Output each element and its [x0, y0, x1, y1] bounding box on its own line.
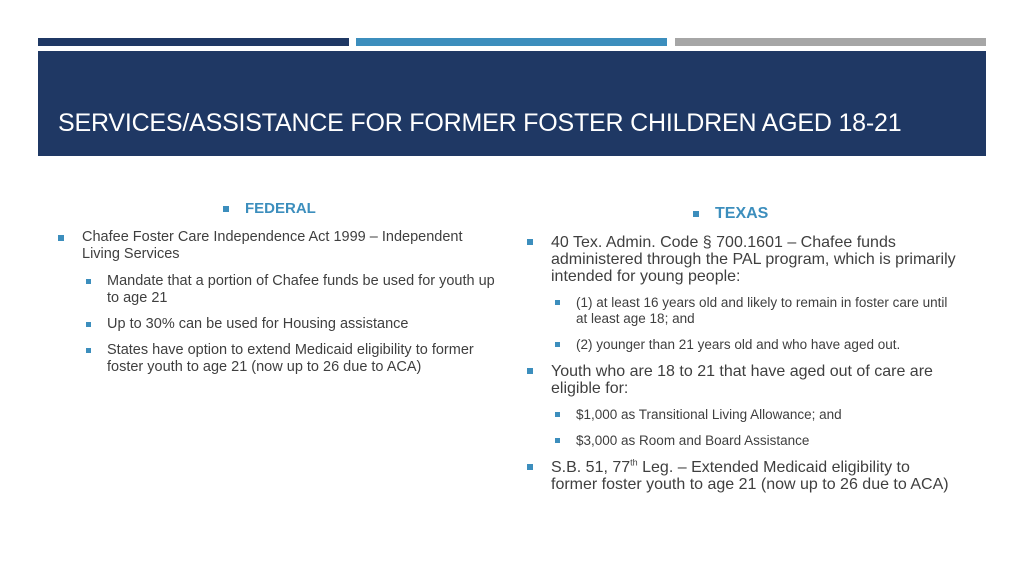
texas-item-text-sup: th	[630, 457, 638, 468]
federal-heading	[223, 200, 498, 217]
square-bullet-icon	[527, 368, 533, 374]
square-bullet-icon	[527, 239, 533, 245]
federal-subitem-text: Mandate that a portion of Chafee funds be used for youth up to age 21	[107, 273, 495, 306]
federal-subitem-text: Up to 30% can be used for Housing assistance	[107, 316, 409, 332]
texas-subitem	[555, 337, 957, 353]
federal-subitem	[86, 316, 498, 333]
texas-item	[527, 363, 957, 397]
square-bullet-icon	[86, 279, 91, 284]
square-bullet-icon	[86, 348, 91, 353]
federal-column	[58, 200, 498, 376]
texas-subitem	[555, 407, 957, 423]
federal-item	[58, 229, 498, 263]
square-bullet-icon	[58, 235, 64, 241]
federal-item-text: Chafee Foster Care Independence Act 1999 – Independent Living Services	[82, 229, 463, 262]
texas-item-text: 40 Tex. Admin. Code § 700.1601 – Chafee funds administered through the PAL program, which is primarily intended for young people:	[551, 234, 956, 285]
texas-subitem-text: $3,000 as Room and Board Assistance	[576, 433, 810, 448]
texas-item-text-prefix: S.B. 51, 77	[551, 459, 631, 476]
texas-subitem	[555, 433, 957, 449]
title-band	[38, 51, 986, 156]
texas-subitem-text: (2) younger than 21 years old and who have aged out.	[576, 337, 901, 352]
square-bullet-icon	[527, 464, 533, 470]
texas-subitem-text: (1) at least 16 years old and likely to remain in foster care until at least age 18; and	[576, 295, 948, 326]
square-bullet-icon	[86, 322, 91, 327]
square-bullet-icon	[555, 438, 560, 443]
square-bullet-icon	[555, 412, 560, 417]
texas-item-text-suffix: Leg. – Extended Medicaid eligibility to former foster youth to age 21 (now up to 26 due to ACA)	[551, 459, 949, 493]
texas-item	[527, 459, 957, 493]
texas-item-text	[551, 459, 957, 493]
texas-heading-label: TEXAS	[715, 205, 769, 222]
accent-bar-gray	[675, 38, 986, 46]
accent-bar-navy	[38, 38, 349, 46]
texas-subitem	[555, 295, 957, 327]
texas-item	[527, 234, 957, 285]
square-bullet-icon	[223, 206, 229, 212]
slide-title: SERVICES/ASSISTANCE FOR FORMER FOSTER CHILDREN AGED 18-21	[58, 109, 902, 137]
federal-subitem-text: States have option to extend Medicaid eligibility to former foster youth to age 21 (now up to 26 due to ACA)	[107, 342, 474, 375]
texas-subitem-text: $1,000 as Transitional Living Allowance; and	[576, 407, 842, 422]
accent-bar-blue	[356, 38, 667, 46]
square-bullet-icon	[555, 300, 560, 305]
texas-column	[527, 205, 957, 493]
federal-subitem	[86, 342, 498, 376]
federal-subitem	[86, 273, 498, 307]
square-bullet-icon	[693, 211, 699, 217]
federal-heading-label: FEDERAL	[245, 200, 316, 217]
texas-heading	[693, 205, 957, 222]
square-bullet-icon	[555, 342, 560, 347]
texas-item-text: Youth who are 18 to 21 that have aged out of care are eligible for:	[551, 363, 933, 397]
